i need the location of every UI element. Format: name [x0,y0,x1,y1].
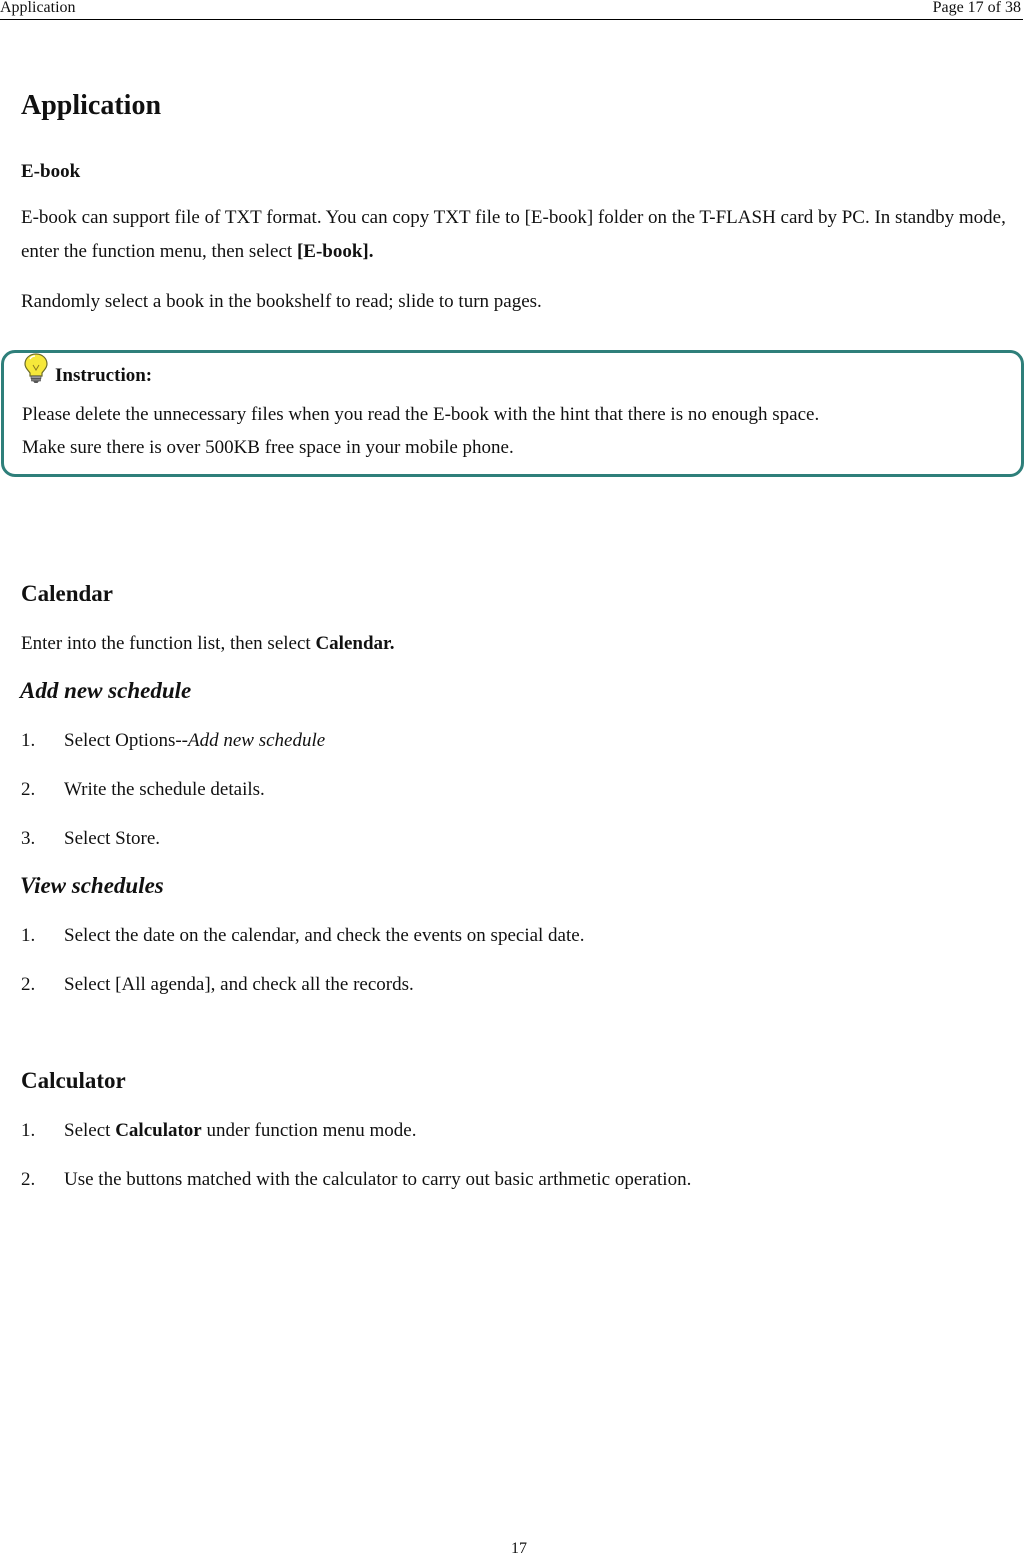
lightbulb-icon [22,353,50,383]
step-text: Write the schedule details. [64,779,265,800]
page-header [0,0,1023,20]
step-text: Select Store. [64,828,161,849]
ebook-paragraph-1-text: E-book can support file of TXT format. You can copy TXT file to [E-book] folder on the T-FLASH card by PC. In standby mode, enter the function menu, then select [21,207,1006,262]
header-section-title: Application [0,0,76,16]
step-text: Select the date on the calendar, and check the events on special date. [64,925,585,946]
ebook-paragraph-1 [21,201,1025,269]
add-schedule-heading: Add new schedule [20,678,192,703]
calendar-menu-name: Calendar. [315,633,395,654]
calculator-menu-name: Calculator [115,1120,202,1141]
instruction-title: Instruction: [55,365,153,386]
ebook-heading: E-book [21,161,81,182]
step-number: 1. [21,1120,36,1141]
step-number: 2. [21,974,36,995]
header-page-indicator: Page 17 of 38 [932,0,1021,16]
instruction-line-2: Make sure there is over 500KB free space in your mobile phone. [22,437,514,458]
calculator-heading: Calculator [21,1068,126,1093]
step-number: 1. [21,925,36,946]
step-number: 2. [21,1169,36,1190]
step-text: Use the buttons matched with the calculator to carry out basic arthmetic operation. [64,1169,692,1190]
step-text [64,730,325,752]
step-text-pre: Select [64,1120,116,1141]
instruction-line-1: Please delete the unnecessary files when you read the E-book with the hint that there is no enough space. [22,404,820,425]
page-title: Application [21,90,162,121]
step-text-post: under function menu mode. [201,1120,417,1141]
step-text: Select [All agenda], and check all the records. [64,974,414,995]
step-text [64,1120,417,1142]
step-text-plain: Select Options-- [64,730,189,751]
ebook-paragraph-2: Randomly select a book in the bookshelf to read; slide to turn pages. [21,291,542,312]
calendar-intro-text: Enter into the function list, then select [21,633,316,654]
ebook-menu-name: [E-book]. [296,241,374,262]
instruction-box [1,350,1024,477]
step-text-italic: Add new schedule [188,730,326,751]
step-number: 3. [21,828,36,849]
calendar-heading: Calendar [21,581,113,606]
calendar-intro [21,627,394,661]
step-number: 1. [21,730,36,751]
view-schedules-heading: View schedules [20,873,164,898]
step-number: 2. [21,779,36,800]
page-number: 17 [511,1540,527,1557]
